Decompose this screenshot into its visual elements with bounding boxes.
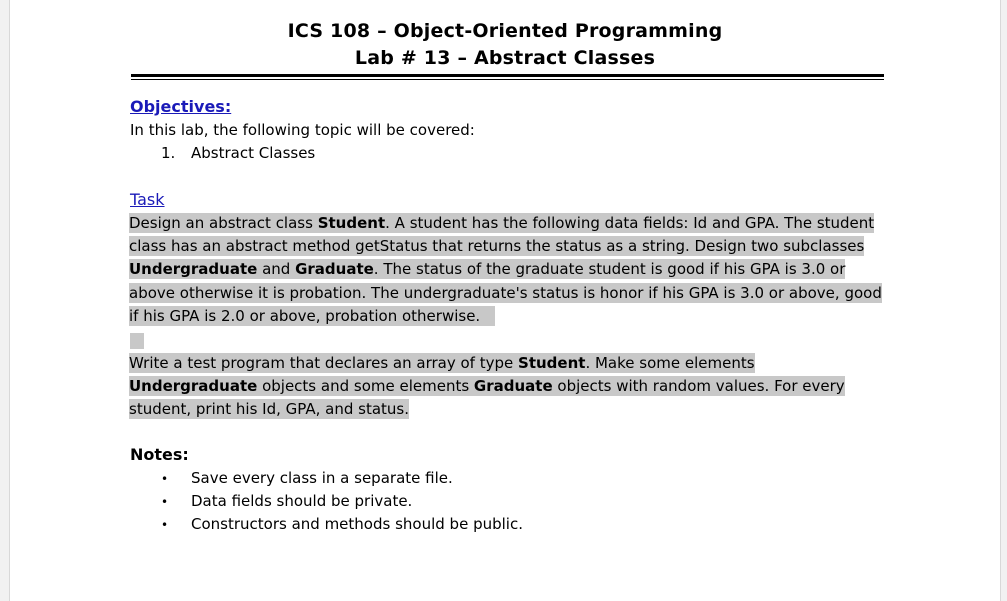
text-run: objects with random values. For every student, print his Id, GPA, and status. bbox=[129, 377, 845, 419]
note-item: Save every class in a separate file. bbox=[191, 469, 453, 487]
text-run: objects and some elements bbox=[257, 377, 474, 396]
text-run: . Make some elements bbox=[585, 354, 755, 372]
bullet-icon: • bbox=[161, 518, 169, 532]
objective-item: Abstract Classes bbox=[191, 144, 316, 162]
class-name-undergraduate: Undergraduate bbox=[129, 377, 258, 396]
class-name-graduate: Graduate bbox=[473, 377, 553, 396]
task-paragraph-2 bbox=[129, 352, 886, 422]
objectives-heading: Objectives: bbox=[130, 97, 232, 116]
title-rule-thin bbox=[131, 79, 884, 80]
doc-title-course: ICS 108 – Object-Oriented Programming bbox=[287, 20, 723, 42]
document-page bbox=[9, 0, 1001, 601]
empty-highlight-marker bbox=[130, 333, 144, 349]
notes-heading: Notes: bbox=[130, 445, 189, 464]
text-run: Write a test program that declares an array of type bbox=[129, 354, 519, 372]
title-rule-thick bbox=[131, 74, 884, 77]
text-run: . The status of the graduate student is good if his GPA is 3.0 or above otherwise it is probation. The undergraduate's status is honor if his GPA is 3.0 or above, good if his GPA is 2.0 or above, probation otherwise. bbox=[129, 260, 882, 325]
objectives-intro: In this lab, the following topic will be covered: bbox=[130, 121, 475, 139]
doc-title-lab: Lab # 13 – Abstract Classes bbox=[354, 47, 656, 69]
bullet-icon: • bbox=[161, 472, 169, 486]
task-paragraph-2-text bbox=[129, 353, 845, 419]
task-heading: Task bbox=[130, 190, 165, 209]
bullet-icon: • bbox=[161, 495, 169, 509]
task-paragraph-1 bbox=[129, 212, 886, 328]
class-name-undergraduate: Undergraduate bbox=[129, 260, 258, 279]
objective-number: 1. bbox=[161, 144, 176, 162]
note-item: Data fields should be private. bbox=[191, 492, 413, 510]
note-item: Constructors and methods should be public. bbox=[191, 515, 523, 533]
text-run: Design an abstract class bbox=[129, 214, 318, 232]
class-name-student: Student bbox=[317, 214, 386, 232]
class-name-graduate: Graduate bbox=[295, 260, 374, 279]
text-run: . A student has the following data fields: Id and GPA. The student class has an abstract method getStatus that returns the status as a string. Design two subclasses bbox=[129, 214, 875, 256]
task-paragraph-1-text bbox=[129, 213, 882, 326]
class-name-student: Student bbox=[518, 354, 586, 372]
text-run: and bbox=[257, 260, 296, 279]
